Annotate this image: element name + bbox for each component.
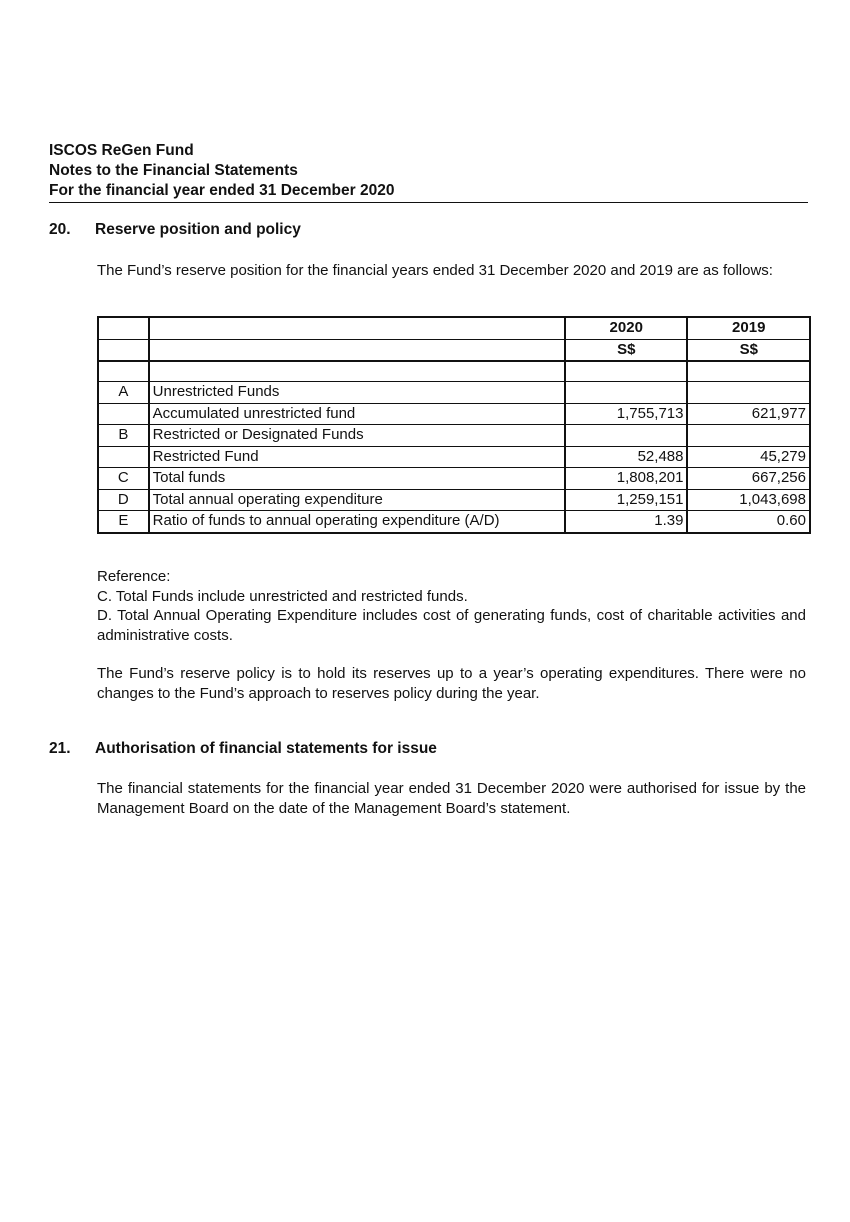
- reserve-table: [97, 316, 811, 534]
- row-value-2020: [565, 425, 687, 447]
- table-row: [98, 489, 810, 511]
- spacer-cell: [149, 361, 565, 382]
- header-blank-label: [149, 317, 565, 339]
- row-value-2019: [687, 425, 810, 447]
- reference-heading: Reference:: [97, 568, 171, 585]
- table-header-row-units: [98, 339, 810, 361]
- row-code: [98, 446, 149, 468]
- spacer-cell: [98, 361, 149, 382]
- row-value-2020: 1,259,151: [565, 489, 687, 511]
- header-year-2019: 2019: [687, 317, 810, 339]
- row-value-2020: 52,488: [565, 446, 687, 468]
- header-blank-code: [98, 339, 149, 361]
- header-blank-code: [98, 317, 149, 339]
- table-row: [98, 425, 810, 447]
- header-blank-label: [149, 339, 565, 361]
- period-title: For the financial year ended 31 December 2020: [49, 182, 395, 199]
- table-header-row-years: [98, 317, 810, 339]
- reference-c: C. Total Funds include unrestricted and restricted funds.: [97, 587, 468, 605]
- row-value-2019: [687, 382, 810, 404]
- row-value-2020: 1.39: [565, 511, 687, 533]
- reserve-policy: The Fund’s reserve policy is to hold its reserves up to a year’s operating expenditures. There were no changes to the Fund’s approach to reserves policy during the year.: [97, 665, 806, 702]
- table-row: [98, 468, 810, 490]
- row-label: Unrestricted Funds: [149, 382, 565, 404]
- section-20-title: Reserve position and policy: [95, 221, 301, 238]
- row-value-2019: 1,043,698: [687, 489, 810, 511]
- row-label: Restricted or Designated Funds: [149, 425, 565, 447]
- row-code: B: [98, 425, 149, 447]
- row-code: C: [98, 468, 149, 490]
- row-value-2020: 1,755,713: [565, 403, 687, 425]
- section-20-intro: The Fund’s reserve position for the financial years ended 31 December 2020 and 2019 are as follows:: [97, 262, 773, 279]
- section-21-number: 21.: [49, 740, 71, 757]
- row-value-2019: 621,977: [687, 403, 810, 425]
- row-code: [98, 403, 149, 425]
- row-value-2019: 667,256: [687, 468, 810, 490]
- section-20-heading: [49, 220, 301, 240]
- page-header: [49, 141, 808, 203]
- fund-name: ISCOS ReGen Fund: [49, 142, 194, 159]
- row-code: E: [98, 511, 149, 533]
- reference-d: D. Total Annual Operating Expenditure includes cost of generating funds, cost of charitable activities and administrative costs.: [97, 607, 806, 644]
- row-value-2019: 0.60: [687, 511, 810, 533]
- row-code: D: [98, 489, 149, 511]
- table-row: [98, 403, 810, 425]
- document-title: Notes to the Financial Statements: [49, 162, 298, 179]
- header-year-2020: 2020: [565, 317, 687, 339]
- section-21-heading: [49, 739, 437, 759]
- row-label: Restricted Fund: [149, 446, 565, 468]
- row-value-2020: 1,808,201: [565, 468, 687, 490]
- row-label: Ratio of funds to annual operating expenditure (A/D): [149, 511, 565, 533]
- row-label: Total funds: [149, 468, 565, 490]
- table-row: [98, 511, 810, 533]
- table-row: [98, 446, 810, 468]
- spacer-cell: [687, 361, 810, 382]
- reference-block: [97, 567, 806, 645]
- row-value-2020: [565, 382, 687, 404]
- table-row: [98, 382, 810, 404]
- section-20-number: 20.: [49, 221, 71, 238]
- row-label: Total annual operating expenditure: [149, 489, 565, 511]
- row-code: A: [98, 382, 149, 404]
- header-unit-2019: S$: [687, 339, 810, 361]
- section-21-title: Authorisation of financial statements for issue: [95, 740, 437, 757]
- spacer-cell: [565, 361, 687, 382]
- header-unit-2020: S$: [565, 339, 687, 361]
- section-21-body: The financial statements for the financial year ended 31 December 2020 were authorised for issue by the Management Board on the date of the Management Board’s statement.: [97, 780, 806, 817]
- row-label: Accumulated unrestricted fund: [149, 403, 565, 425]
- row-value-2019: 45,279: [687, 446, 810, 468]
- table-spacer-row: [98, 361, 810, 382]
